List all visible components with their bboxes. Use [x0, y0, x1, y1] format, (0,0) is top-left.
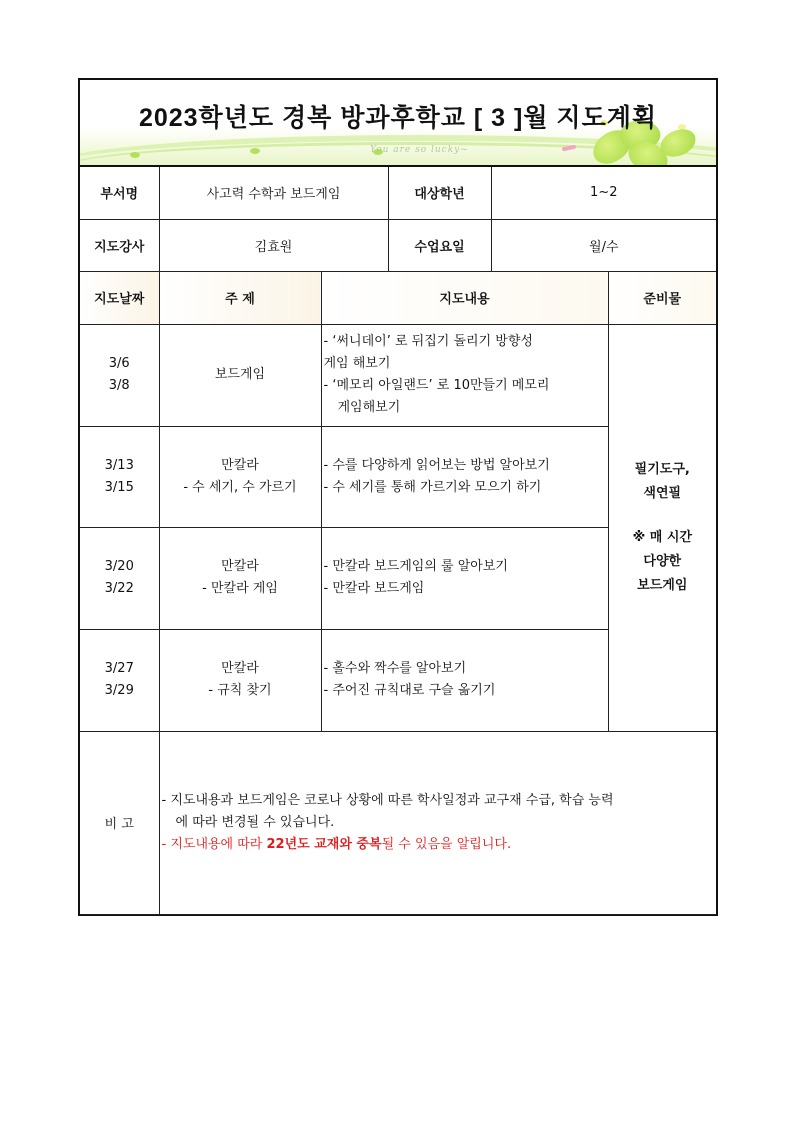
- supplies-cell: [608, 324, 716, 731]
- page-title: 2023학년도 경복 방과후학교 [ 3 ]월 지도계획: [138, 104, 658, 132]
- content-line: - 홀수와 짝수를 알아보기: [323, 661, 467, 676]
- topic-title: 보드게임: [214, 367, 266, 382]
- date: 3/15: [104, 479, 134, 495]
- banner-script-text: You are so lucky~: [370, 145, 469, 155]
- banner-dot-decoration: [250, 148, 260, 154]
- days-label: 수업요일: [388, 219, 491, 271]
- content-cell: [321, 426, 608, 527]
- date-cell: [80, 629, 159, 731]
- topic-title: 만칼라: [221, 661, 259, 676]
- content-line: 게임 해보기: [323, 356, 391, 371]
- topic-subtitle: - 수 세기, 수 가르기: [183, 479, 297, 495]
- instructor-label: 지도강사: [80, 219, 159, 271]
- remarks-warning-text: - 지도내용에 따라: [161, 836, 267, 852]
- date: 3/13: [104, 457, 134, 473]
- topic-cell: [159, 527, 321, 629]
- dept-value: 사고력 수학과 보드게임: [159, 167, 388, 219]
- plan-table: [80, 167, 716, 915]
- remarks-cell: [159, 731, 716, 914]
- topic-cell: [159, 426, 321, 527]
- date-cell: [80, 324, 159, 426]
- content-line: - 만칼라 보드게임의 룰 알아보기: [323, 559, 508, 574]
- topic-subtitle: - 만칼라 게임: [202, 581, 278, 596]
- supplies-line: 필기도구,: [634, 461, 690, 477]
- remarks-row: [80, 731, 716, 914]
- remarks-warning-highlight: 22년도 교재와 중복: [266, 836, 382, 852]
- content-line: - 수 세기를 통해 가르기와 모으기 하기: [323, 479, 542, 495]
- content-line: - 만칼라 보드게임: [323, 581, 425, 596]
- grade-value: 1~2: [491, 167, 716, 219]
- column-header-supplies: 준비물: [608, 271, 716, 324]
- table-row: [80, 324, 716, 426]
- date-cell: [80, 527, 159, 629]
- remarks-line: - 지도내용과 보드게임은 코로나 상황에 따른 학사일정과 교구재 수급, 학습 능력: [161, 792, 614, 808]
- column-header-content: 지도내용: [321, 271, 608, 324]
- column-header-row: [80, 271, 716, 324]
- supplies-line: ※ 매 시간: [632, 529, 692, 545]
- title-banner: [80, 80, 716, 167]
- content-line: - 주어진 규칙대로 구슬 옮기기: [323, 683, 496, 698]
- date: 3/20: [104, 559, 134, 574]
- banner-dot-decoration: [130, 152, 140, 158]
- date: 3/6: [108, 356, 130, 371]
- remarks-label: 비 고: [80, 731, 159, 914]
- supplies-line: 보드게임: [637, 577, 688, 593]
- content-cell: [321, 324, 608, 426]
- column-header-date: 지도날짜: [80, 271, 159, 324]
- content-line: 게임해보기: [337, 400, 401, 415]
- supplies-line: 색연필: [643, 485, 682, 501]
- date-cell: [80, 426, 159, 527]
- supplies-line: 다양한: [643, 553, 682, 569]
- column-header-topic: 주 제: [159, 271, 321, 324]
- date: 3/8: [108, 378, 130, 393]
- remarks-warning-text: 될 수 있음을 알립니다.: [381, 836, 512, 852]
- topic-title: 만칼라: [221, 457, 259, 473]
- topic-subtitle: - 규칙 찾기: [208, 683, 272, 698]
- info-row-instructor: [80, 219, 716, 271]
- days-value: 월/수: [491, 219, 716, 271]
- info-row-dept: [80, 167, 716, 219]
- plan-document: [78, 78, 718, 916]
- topic-cell: [159, 324, 321, 426]
- date: 3/27: [104, 661, 134, 676]
- content-cell: [321, 527, 608, 629]
- topic-title: 만칼라: [221, 559, 259, 574]
- date: 3/22: [104, 581, 134, 596]
- date: 3/29: [104, 683, 134, 698]
- dept-label: 부서명: [80, 167, 159, 219]
- content-line: - 수를 다양하게 읽어보는 방법 알아보기: [323, 457, 550, 473]
- content-cell: [321, 629, 608, 731]
- content-line: - ‘메모리 아일랜드’ 로 10만들기 메모리: [323, 378, 550, 393]
- remarks-line: 에 따라 변경될 수 있습니다.: [175, 814, 335, 830]
- topic-cell: [159, 629, 321, 731]
- remarks-warning-line: [162, 834, 717, 856]
- instructor-value: 김효원: [159, 219, 388, 271]
- content-line: - ‘써니데이’ 로 뒤집기 돌리기 방향성: [323, 334, 533, 349]
- grade-label: 대상학년: [388, 167, 491, 219]
- supplies-spacer: [609, 506, 717, 526]
